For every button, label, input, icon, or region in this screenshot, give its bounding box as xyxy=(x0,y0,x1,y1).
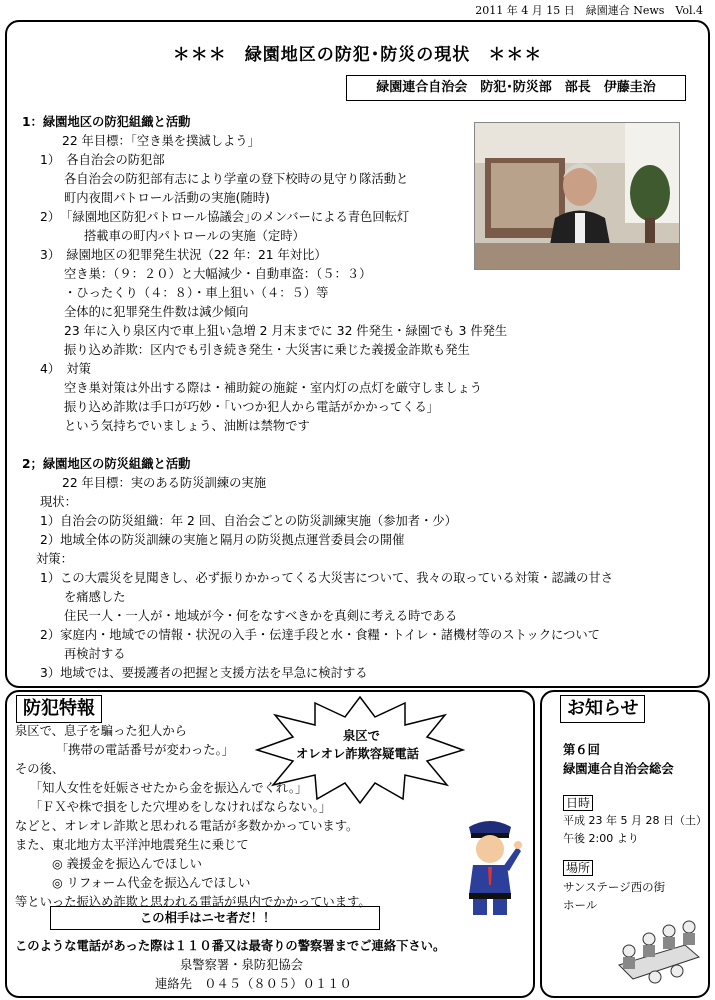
meeting-illustration xyxy=(615,915,703,987)
text-line: 住民一人・一人が・地域が今・何をなすべきかを真剣に考える時である xyxy=(64,609,458,623)
text-line: 2）家庭内・地域での情報・状況の入手・伝達手段と水・食糧・トイレ・諸機材等のストックについて xyxy=(40,628,600,642)
warning-text: この相手はニセ者だ！！ xyxy=(140,911,276,925)
section-1-heading: 1：緑園地区の防犯組織と活動 xyxy=(22,115,191,129)
text-line: 振り込め詐欺は手口が巧妙・｢いつか犯人から電話がかかってくる｣ xyxy=(64,400,433,414)
text-line: 4） 対策 xyxy=(40,362,91,376)
crime-text: ｢ＦＸや株で損をした穴埋めをしなければならない。｣ xyxy=(36,800,325,814)
crime-text: 等といった振込め詐欺と思われる電話が県内でかかっています。 xyxy=(15,895,371,909)
crime-text: ◎ リフォーム代金を振込んでほしい xyxy=(52,876,251,890)
crime-bulletin-tag: 防犯特報 xyxy=(16,695,102,723)
crime-text: また、東北地方太平洋沖地震発生に乗じて xyxy=(15,838,249,852)
text-line: 22 年目標：実のある防災訓練の実施 xyxy=(62,476,267,490)
crime-text: その後、 xyxy=(15,762,65,776)
text-line: 3） 緑園地区の犯罪発生状況（22 年：21 年対比） xyxy=(40,248,327,262)
text-line: 空き巣対策は外出する際は・補助錠の施錠・室内灯の点灯を厳守しましょう xyxy=(64,381,483,395)
article-title: ＊＊＊ 緑園地区の防犯･防災の現状 ＊＊＊ xyxy=(172,45,543,65)
author-box: 緑園連合自治会 防犯･防災部 部長 伊藤圭治 xyxy=(346,75,686,101)
event-date: 平成 23 年 5 月 28 日（土） xyxy=(563,814,707,827)
text-line: 対策： xyxy=(36,552,73,566)
burst-text: 泉区で xyxy=(343,729,380,743)
event-place: サンステージ西の街 xyxy=(563,880,666,894)
text-line: を痛感した xyxy=(64,590,126,604)
text-line: 振り込め詐欺：区内でも引き続き発生・大災害に乗じた義援金詐欺も発生 xyxy=(64,343,470,357)
crime-text: 泉区で、息子を騙った犯人から xyxy=(15,724,187,738)
text-line: 再検討する xyxy=(64,647,126,661)
text-line: という気持ちでいましょう、油断は禁物です xyxy=(64,419,310,433)
text-line: 1） 各自治会の防犯部 xyxy=(40,153,165,167)
event-time: 午後 2:00 より xyxy=(563,832,639,845)
text-line: 2）地域全体の防災訓練の実施と隔月の防災拠点運営委員会の開催 xyxy=(40,533,405,547)
date-label: 日時 xyxy=(563,795,593,811)
police-officer-illustration xyxy=(455,815,525,920)
crime-text: ｢携帯の電話番号が変わった。｣ xyxy=(62,743,228,757)
text-line: 全体的に犯罪発生件数は減少傾向 xyxy=(64,305,249,319)
contact-org: 泉警察署・泉防犯協会 xyxy=(180,958,303,972)
crime-text: などと、オレオレ詐欺と思われる電話が多数かかっています。 xyxy=(15,819,359,833)
text-line: 1）自治会の防災組織：年 2 回、自治会ごとの防災訓練実施（参加者・少） xyxy=(40,514,457,528)
text-line: 現状： xyxy=(40,495,77,509)
text-line: 2） ｢緑園地区防犯パトロール協議会｣のメンバーによる青色回転灯 xyxy=(40,210,410,224)
burst-text: オレオレ詐欺容疑電話 xyxy=(296,747,419,761)
contact-instruction: このような電話があった際は１１０番又は最寄りの警察署までご連絡下さい。 xyxy=(15,939,446,953)
contact-phone: 連絡先 ０４５（８０５）０１１０ xyxy=(155,977,352,991)
text-line: 23 年に入り泉区内で車上狙い急増 2 月末までに 32 件発生・緑園でも 3 件発生 xyxy=(64,324,508,338)
event-place: ホール xyxy=(563,898,598,912)
text-line: 町内夜間パトロール活動の実施(随時) xyxy=(64,191,270,205)
author-photo xyxy=(474,122,680,270)
place-label: 場所 xyxy=(563,860,593,876)
text-line: 搭載車の町内パトロールの実施（定時） xyxy=(84,229,305,243)
text-line: 1）この大震災を見聞きし、必ず振りかかってくる大災害について、我々の取っている対策・認識の甘さ xyxy=(40,571,613,585)
text-line: 空き巣：（９：２０）と大幅減少・自動車盗：（５：３） xyxy=(64,267,372,281)
text-line: 22 年目標：｢空き巣を撲滅しよう｣ xyxy=(62,134,254,148)
text-line: 3）地域では、要援護者の把握と支援方法を早急に検討する xyxy=(40,666,368,680)
notice-tag: お知らせ xyxy=(560,695,645,723)
text-line: 各自治会の防犯部有志により学童の登下校時の見守り隊活動と xyxy=(64,172,409,186)
newsletter-header: 2011 年 4 月 15 日 緑園連合 News Vol.4 xyxy=(475,4,703,17)
text-line: ・ひったくり（４：８）・車上狙い（４：５）等 xyxy=(64,286,329,300)
crime-text: ｢知人女性を妊娠させたから金を振込んでくれ。｣ xyxy=(36,781,302,795)
event-title: 緑園連合自治会総会 xyxy=(563,762,674,776)
section-2-heading: 2；緑園地区の防災組織と活動 xyxy=(22,457,191,471)
event-number: 第６回 xyxy=(563,743,600,757)
crime-text: ◎ 義援金を振込んでほしい xyxy=(52,857,202,871)
